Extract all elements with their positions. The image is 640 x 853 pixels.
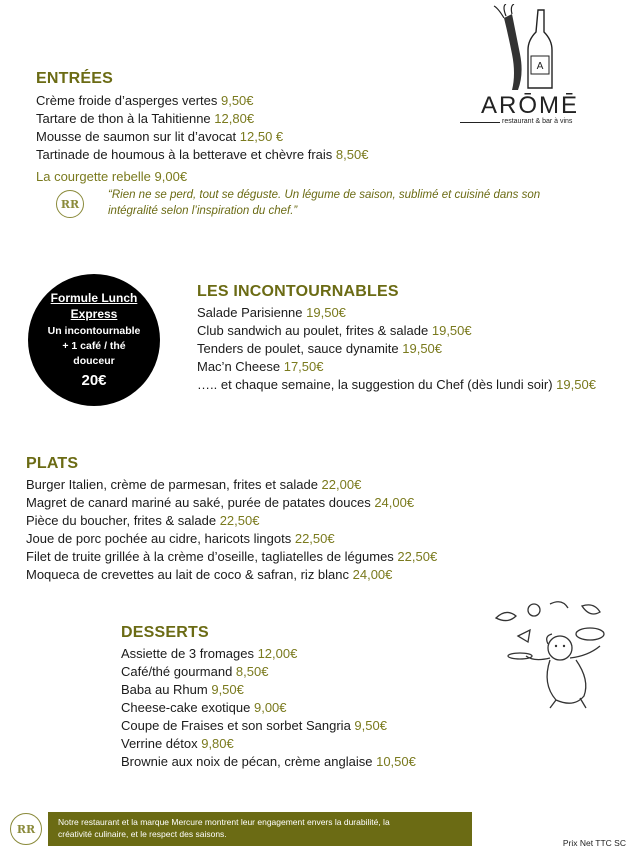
item-name: Magret de canard mariné au saké, purée de patates douces [26,495,375,510]
list-item [26,512,437,530]
list-item [36,128,368,146]
list-item [26,476,437,494]
item-name: Verrine détox [121,736,202,751]
item-name: Crème froide d’asperges vertes [36,93,221,108]
desserts-list [121,645,416,771]
item-name: Burger Italien, crème de parmesan, frites et salade [26,477,322,492]
desserts-title: DESSERTS [121,624,209,641]
list-item [197,304,596,322]
arome-logo [460,4,600,124]
bottle-vegetable-icon [460,4,600,94]
list-item [121,663,416,681]
chef-juggling-illustration [490,600,620,710]
item-price: 22,50€ [397,549,438,564]
quote-line: “Rien ne se perd, tout se déguste. Un légume de saison, sublimé et cuisiné dans son [108,189,541,201]
logo-wordmark: ARŌMĒ [480,92,579,119]
item-price: 17,50€ [283,359,324,374]
item-name: Club sandwich au poulet, frites & salade [197,323,432,338]
sustainability-banner [48,812,472,846]
lunch-price: 20€ [81,372,107,389]
item-name: Baba au Rhum [121,682,212,697]
lunch-title-line: Formule Lunch [50,291,138,305]
list-item [121,735,416,753]
lunch-description [28,324,160,369]
item-name: Moqueca de crevettes au lait de coco & safran, riz blanc [26,567,353,582]
item-price: 9,80€ [201,736,234,751]
plats-title: PLATS [26,455,79,472]
quote-line: intégralité selon l’inspiration du chef.” [108,205,298,217]
rr-badge-icon: RR [56,190,84,218]
item-name: Filet de truite grillée à la crème d’oseille, tagliatelles de légumes [26,549,398,564]
item-price: 9,50€ [220,93,254,108]
item-price: 22,00€ [321,477,362,492]
item-price: 22,50€ [294,531,335,546]
item-price: 24,00€ [352,567,393,582]
banner-line: Notre restaurant et la marque Mercure montrent leur engagement envers la durabilité, la [58,817,390,827]
item-price: 9,50€ [211,682,244,697]
item-name: Mac’n Cheese [197,359,284,374]
item-price: 12,00€ [257,646,298,661]
item-price: 19,50€ [402,341,443,356]
plats-list [26,476,437,584]
price-note: Prix Net TTC SC [562,838,626,848]
item-name: Tartinade de houmous à la betterave et chèvre frais [36,147,336,162]
list-item [26,494,437,512]
chef-quote [108,187,588,219]
list-item [197,322,596,340]
list-item [36,146,368,164]
item-name: Assiette de 3 fromages [121,646,258,661]
item-name: Joue de porc pochée au cidre, haricots lingots [26,531,295,546]
item-price: 8,50€ [235,664,269,679]
svg-text:A: A [536,61,544,72]
logo-divider [460,122,500,123]
item-price: 19,50€ [431,323,472,338]
item-price: 9,00€ [253,700,287,715]
item-name: Salade Parisienne [197,305,307,320]
list-item [36,110,368,128]
incontournables-list [197,304,596,394]
item-price: 22,50€ [219,513,260,528]
list-item [26,566,437,584]
entrees-list [36,92,368,164]
lunch-title [28,290,160,322]
item-price: 19,50€ [556,377,596,392]
list-item [121,717,416,735]
item-name: Mousse de saumon sur lit d’avocat [36,129,240,144]
item-name: Cheese-cake exotique [121,700,254,715]
lunch-desc-line: Un incontournable [47,325,141,337]
item-name: Coupe de Fraises et son sorbet Sangria [121,718,355,733]
item-price: 10,50€ [376,754,416,769]
item-price: 8,50€ [335,147,369,162]
item-name: ….. et chaque semaine, la suggestion du Chef (dès lundi soir) [197,377,557,392]
list-item [197,358,596,376]
list-item [197,340,596,358]
item-name: Pièce du boucher, frites & salade [26,513,220,528]
courgette-special: La courgette rebelle 9,00€ [36,169,188,184]
entrees-title: ENTRÉES [36,70,113,87]
list-item [26,548,437,566]
item-name: Tenders de poulet, sauce dynamite [197,341,403,356]
list-item [197,376,596,394]
list-item [26,530,437,548]
list-item [36,92,368,110]
banner-line: créativité culinaire, et le respect des saisons. [58,829,227,839]
list-item [121,681,416,699]
list-item [121,753,416,771]
lunch-title-line: Express [70,307,118,321]
list-item [121,645,416,663]
item-price: 19,50€ [306,305,346,320]
item-name: Brownie aux noix de pécan, crème anglaise [121,754,377,769]
item-price: 12,80€ [214,111,255,126]
item-price: 9,50€ [354,718,387,733]
item-price: 12,50 € [239,129,284,144]
rr-badge-icon: RR [10,813,42,845]
item-name: Café/thé gourmand [121,664,236,679]
lunch-desc-line: + 1 café / thé [62,340,126,352]
incontournables-title: LES INCONTOURNABLES [197,283,399,300]
lunch-formula-badge [28,274,160,406]
logo-tagline: restaurant & bar à vins [502,118,573,125]
lunch-desc-line: douceur [73,355,115,367]
item-name: Tartare de thon à la Tahitienne [36,111,215,126]
list-item [121,699,416,717]
item-price: 24,00€ [374,495,415,510]
